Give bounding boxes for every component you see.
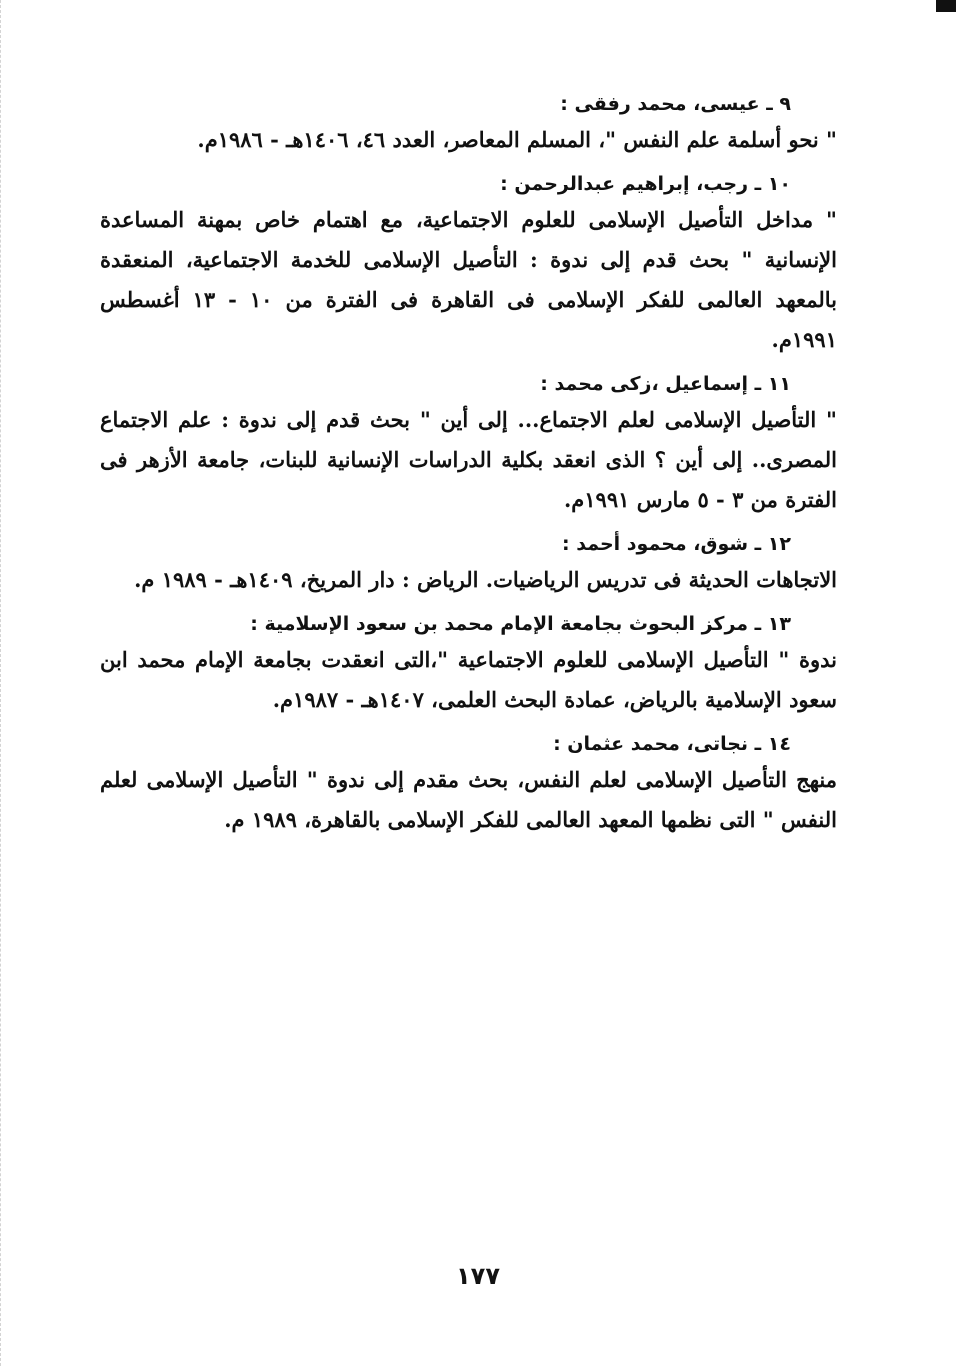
reference-body: " التأصيل الإسلامى لعلم الاجتماع... إلى أين " بحث قدم إلى ندوة : علم الاجتماع المصرى.. إلى أين ؟ الذى انعقد بكلية الدراسات الإنسانية للبنات، جامعة الأزهر فى الفترة من ٣ - ٥ مارس ١٩٩١م. [100, 407, 837, 512]
reference-heading: ١١ ـ إسماعيل ،زكى محمد : [540, 373, 791, 395]
reference-body: الاتجاهات الحديثة فى تدريس الرياضيات. الرياض : دار المريخ، ١٤٠٩هـ - ١٩٨٩ م. [134, 567, 837, 592]
reference-entry-14 [100, 728, 845, 840]
reference-entry-11 [100, 368, 845, 520]
reference-heading: ١٣ ـ مركز البحوث بجامعة الإمام محمد بن سعود الإسلامية : [250, 613, 791, 635]
reference-body: " نحو أسلمة علم النفس "، المسلم المعاصر، العدد ٤٦، ١٤٠٦هـ - ١٩٨٦م. [197, 127, 837, 152]
reference-body: ندوة " التأصيل الإسلامى للعلوم الاجتماعية "،التى انعقدت بجامعة الإمام محمد ابن سعود الإسلامية بالرياض، عمادة البحث العلمى، ١٤٠٧هـ - ١٩٨٧م. [100, 647, 837, 712]
reference-entry-12 [100, 528, 845, 600]
reference-heading: ١٢ ـ شوق، محمود أحمد : [562, 533, 791, 555]
reference-entry-9 [100, 88, 845, 160]
reference-body: " مداخل التأصيل الإسلامى للعلوم الاجتماعية، مع اهتمام خاص بمهنة المساعدة الإنسانية " بحث قدم إلى ندوة : التأصيل الإسلامى للخدمة الاجتماعية، المنعقدة بالمعهد العالمى للفكر الإسلامى فى القاهرة فى الفترة من ١٠ - ١٣ أغسطس ١٩٩١م. [100, 207, 837, 352]
reference-heading: ١٠ ـ رجب، إبراهيم عبدالرحمن : [500, 173, 791, 195]
page-number: ١٧٧ [456, 1262, 500, 1290]
scan-corner-mark [936, 0, 956, 12]
reference-body: منهج التأصيل الإسلامى لعلم النفس، بحث مقدم إلى ندوة " التأصيل الإسلامى لعلم النفس " التى نظمها المعهد العالمى للفكر الإسلامى بالقاهرة، ١٩٨٩ م. [100, 767, 837, 832]
reference-list [100, 88, 845, 848]
reference-heading: ٩ ـ عيسى، محمد رفقى : [560, 93, 791, 115]
reference-entry-13 [100, 608, 845, 720]
reference-entry-10 [100, 168, 845, 360]
scan-edge [0, 0, 7, 1366]
reference-heading: ١٤ ـ نجاتى، محمد عثمان : [553, 733, 791, 755]
